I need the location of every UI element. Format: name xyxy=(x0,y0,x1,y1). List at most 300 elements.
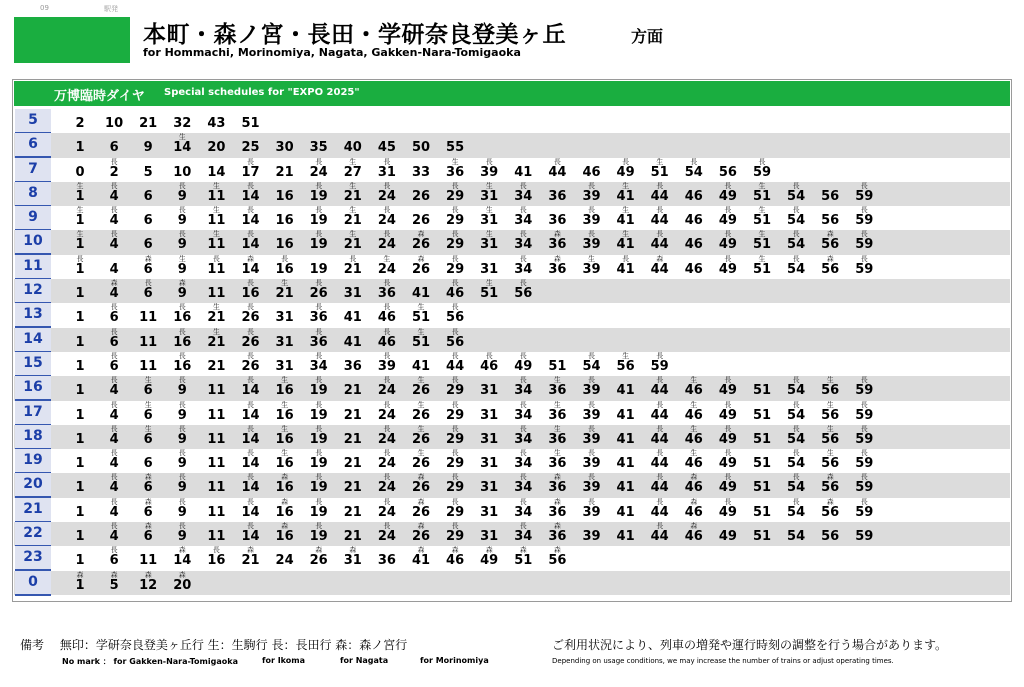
departure-entry xyxy=(814,230,846,254)
departure-entry xyxy=(235,498,267,522)
departure-entry xyxy=(166,449,198,473)
destination-mark: 森 xyxy=(315,546,323,555)
departure-entry xyxy=(269,279,301,303)
departure-minute: 46 xyxy=(684,529,703,545)
departure-minute: 56 xyxy=(821,383,840,399)
destination-mark: 長 xyxy=(860,497,868,506)
departure-entry xyxy=(98,352,130,376)
departure-entry xyxy=(303,352,335,376)
departure-entry xyxy=(235,158,267,182)
departure-entry xyxy=(98,425,130,449)
departure-minute: 16 xyxy=(275,383,294,399)
destination-mark: 長 xyxy=(110,473,118,482)
destination-mark: 長 xyxy=(247,400,254,409)
departure-minute: 21 xyxy=(207,310,226,326)
departure-entry xyxy=(200,230,232,254)
departure-minute: 9 xyxy=(177,261,187,277)
departure-entry xyxy=(200,182,232,206)
departure-minute: 9 xyxy=(177,188,187,204)
departure-minute: 51 xyxy=(752,456,772,472)
departure-entry xyxy=(439,182,471,206)
departure-minute: 6 xyxy=(109,358,119,374)
destination-mark: 生 xyxy=(690,400,698,409)
departure-minute: 26 xyxy=(411,261,431,277)
destination-mark: 森 xyxy=(144,473,152,482)
destination-mark: 森 xyxy=(690,522,698,531)
departure-minute: 51 xyxy=(548,358,567,374)
departure-entry xyxy=(610,376,642,400)
departure-minute: 31 xyxy=(480,504,499,520)
destination-mark: 長 xyxy=(247,351,254,360)
departure-minute: 49 xyxy=(718,188,737,204)
departure-entry xyxy=(269,133,301,157)
destination-mark: 森 xyxy=(281,522,289,531)
departure-minute: 31 xyxy=(480,237,499,253)
destination-mark: 長 xyxy=(519,473,527,482)
departure-minute: 59 xyxy=(855,504,874,520)
departure-minute: 36 xyxy=(548,431,567,447)
departure-minute: 19 xyxy=(309,407,328,423)
departure-entry xyxy=(98,182,130,206)
departure-minute: 1 xyxy=(75,407,85,423)
destination-mark: 長 xyxy=(451,473,459,482)
destination-mark: 森 xyxy=(826,497,834,506)
departure-minute: 11 xyxy=(207,237,226,253)
destination-mark: 長 xyxy=(690,157,698,166)
departure-minute: 6 xyxy=(143,407,153,423)
destination-mark: 生 xyxy=(826,449,834,458)
destination-mark: 森 xyxy=(417,473,425,482)
departure-minute: 21 xyxy=(275,164,294,180)
departure-minute: 12 xyxy=(139,577,158,593)
departure-entry xyxy=(64,498,96,522)
destination-mark: 長 xyxy=(110,400,118,409)
departure-entry xyxy=(814,182,846,206)
departure-entry xyxy=(235,522,267,546)
departure-minute: 16 xyxy=(275,213,294,229)
destination-mark: 長 xyxy=(588,376,595,385)
destination-mark: 長 xyxy=(588,497,595,506)
departure-entry xyxy=(576,182,608,206)
departure-entry xyxy=(269,522,301,546)
departure-minute: 21 xyxy=(343,237,362,253)
departure-entry xyxy=(473,498,505,522)
departure-minute: 21 xyxy=(343,529,362,545)
departure-minute: 34 xyxy=(514,431,533,447)
destination-mark: 長 xyxy=(588,206,595,215)
departure-entry xyxy=(507,230,539,254)
departure-entry xyxy=(269,328,301,352)
departure-minute: 4 xyxy=(109,504,119,520)
departure-entry xyxy=(166,255,198,279)
departure-minute: 56 xyxy=(821,529,840,545)
departure-entry xyxy=(337,522,369,546)
departure-entry xyxy=(235,279,267,303)
departure-minute: 24 xyxy=(309,164,328,180)
departure-minute: 19 xyxy=(309,529,328,545)
destination-mark: 森 xyxy=(417,230,425,239)
departure-entry xyxy=(746,230,778,254)
destination-mark: 長 xyxy=(792,376,800,385)
departure-entry xyxy=(712,255,744,279)
departure-minute: 9 xyxy=(177,480,187,496)
departure-entry xyxy=(814,255,846,279)
destination-mark: 森 xyxy=(553,473,561,482)
destination-mark: 森 xyxy=(178,279,186,288)
departure-entry xyxy=(644,230,676,254)
departure-entry xyxy=(644,376,676,400)
departure-minute: 29 xyxy=(446,383,465,399)
departure-minute: 10 xyxy=(105,116,124,131)
hour-label: 12 xyxy=(15,279,51,304)
departure-entry xyxy=(371,303,403,327)
departure-entry xyxy=(166,571,198,595)
departure-minute: 11 xyxy=(207,213,226,229)
departure-minute: 11 xyxy=(139,310,158,326)
departure-entry xyxy=(98,303,130,327)
destination-mark: 長 xyxy=(247,497,254,506)
destination-mark: 長 xyxy=(792,206,800,215)
destination-mark: 長 xyxy=(519,279,527,288)
departure-entry xyxy=(371,182,403,206)
destination-mark: 生 xyxy=(281,279,289,288)
departure-minute: 1 xyxy=(75,286,85,302)
departure-minute: 16 xyxy=(173,334,192,350)
departure-minute: 36 xyxy=(548,504,567,520)
destination-mark: 長 xyxy=(792,473,800,482)
departure-minute: 26 xyxy=(411,529,431,545)
departure-minute: 46 xyxy=(377,334,396,350)
departure-minute: 1 xyxy=(75,577,85,593)
departure-minute: 41 xyxy=(616,529,635,545)
departure-minute: 39 xyxy=(582,213,601,229)
departure-entry xyxy=(644,255,676,279)
departure-entry xyxy=(200,425,232,449)
destination-mark: 長 xyxy=(247,327,254,336)
departure-minute: 54 xyxy=(787,383,806,399)
hour-row xyxy=(14,158,1010,182)
departure-entry xyxy=(439,230,471,254)
direction-label: 方面 xyxy=(631,27,664,46)
departure-minute: 36 xyxy=(548,480,567,496)
departure-entry xyxy=(98,473,130,497)
departure-entry xyxy=(200,473,232,497)
departure-minute: 46 xyxy=(446,286,465,302)
departure-entry xyxy=(541,158,573,182)
departure-minute: 6 xyxy=(109,553,119,569)
departure-minute: 4 xyxy=(109,431,119,447)
departure-minute: 41 xyxy=(411,358,431,374)
departure-entry xyxy=(269,401,301,425)
departure-entry xyxy=(576,522,608,546)
departure-minute: 19 xyxy=(309,504,328,520)
departure-minute: 35 xyxy=(309,140,328,156)
departure-minute: 1 xyxy=(75,504,85,520)
departure-entry xyxy=(132,401,164,425)
departure-minute: 36 xyxy=(548,261,567,277)
departure-minute: 56 xyxy=(821,480,840,496)
departure-minute: 41 xyxy=(514,164,533,180)
departure-entry xyxy=(746,449,778,473)
departure-minute: 24 xyxy=(377,529,396,545)
destination-mark: 長 xyxy=(451,351,459,360)
destination-mark: 長 xyxy=(110,303,118,312)
departure-entry xyxy=(337,133,369,157)
departure-entry xyxy=(678,401,710,425)
departure-entry xyxy=(337,473,369,497)
departure-minute: 39 xyxy=(582,529,601,545)
legend-en-nagata: for Nagata xyxy=(340,656,389,665)
departure-entry xyxy=(269,182,301,206)
destination-mark: 長 xyxy=(792,254,800,263)
departure-entry xyxy=(269,498,301,522)
departure-entry xyxy=(746,182,778,206)
departure-entry xyxy=(235,230,267,254)
destination-mark: 長 xyxy=(860,424,868,433)
departure-minute: 9 xyxy=(143,140,153,156)
departure-entry xyxy=(541,206,573,230)
departure-minute: 31 xyxy=(480,261,499,277)
departure-entry xyxy=(337,230,369,254)
departure-minute: 54 xyxy=(787,213,806,229)
departure-entry xyxy=(64,279,96,303)
departure-minute: 55 xyxy=(446,140,465,156)
destination-mark: 森 xyxy=(451,546,459,555)
destination-mark: 長 xyxy=(792,181,800,190)
departure-entry xyxy=(644,449,676,473)
destination-mark: 長 xyxy=(110,497,118,506)
departure-entry xyxy=(166,473,198,497)
departure-entry xyxy=(848,498,880,522)
departure-entry xyxy=(848,473,880,497)
departure-minute: 11 xyxy=(207,504,226,520)
departure-entry xyxy=(610,498,642,522)
destination-mark: 生 xyxy=(383,254,391,263)
departure-minute: 34 xyxy=(514,456,533,472)
departure-minute: 41 xyxy=(343,334,362,350)
destination-mark: 長 xyxy=(383,279,391,288)
destination-mark: 長 xyxy=(383,230,391,239)
destination-mark: 長 xyxy=(860,400,868,409)
destination-mark: 長 xyxy=(383,351,391,360)
destination-mark: 森 xyxy=(110,279,118,288)
destination-mark: 長 xyxy=(247,279,254,288)
destination-mark: 長 xyxy=(656,497,664,506)
departure-entry xyxy=(132,182,164,206)
departure-entry xyxy=(371,473,403,497)
departure-entry xyxy=(269,473,301,497)
destination-mark: 長 xyxy=(451,400,459,409)
departure-minute: 29 xyxy=(446,456,465,472)
departure-entry xyxy=(303,182,335,206)
departure-minute: 46 xyxy=(684,213,703,229)
hour-label: 18 xyxy=(15,425,51,450)
departure-minute: 31 xyxy=(275,310,294,326)
destination-mark: 森 xyxy=(826,254,834,263)
departure-entry xyxy=(780,473,812,497)
departure-minute: 56 xyxy=(548,553,567,569)
departure-entry xyxy=(473,230,505,254)
departure-entry xyxy=(371,255,403,279)
departure-entry xyxy=(269,303,301,327)
departure-entry xyxy=(64,401,96,425)
departure-minute: 24 xyxy=(275,553,294,569)
destination-mark: 森 xyxy=(247,254,254,263)
departure-minute: 36 xyxy=(548,213,567,229)
departure-entry xyxy=(678,182,710,206)
departure-entry xyxy=(678,522,710,546)
departure-minute: 14 xyxy=(207,164,226,180)
destination-mark: 長 xyxy=(315,424,323,433)
departure-minute: 21 xyxy=(241,553,260,569)
departure-minute: 36 xyxy=(548,529,567,545)
departure-entry xyxy=(678,230,710,254)
departure-minute: 51 xyxy=(752,261,772,277)
departure-minute: 44 xyxy=(650,480,669,496)
departure-minute: 54 xyxy=(787,407,806,423)
hour-row xyxy=(14,522,1010,546)
departure-entry xyxy=(371,522,403,546)
departure-minute: 14 xyxy=(241,480,260,496)
departure-entry xyxy=(644,425,676,449)
destination-mark: 森 xyxy=(485,546,493,555)
departure-entry xyxy=(473,376,505,400)
departure-minute: 49 xyxy=(514,358,533,374)
destination-mark: 生 xyxy=(758,206,766,215)
departure-minute: 21 xyxy=(343,431,362,447)
hour-row xyxy=(14,230,1010,254)
departure-entry xyxy=(132,279,164,303)
departure-entry xyxy=(746,206,778,230)
departure-minute: 6 xyxy=(143,237,153,253)
page-subtitle: for Hommachi, Morinomiya, Nagata, Gakken-Nara-Tomigaoka xyxy=(143,46,521,59)
destination-mark: 森 xyxy=(690,497,698,506)
hour-label: 14 xyxy=(15,328,51,353)
departure-minute: 4 xyxy=(109,261,119,277)
hour-row xyxy=(14,133,1010,157)
departure-minute: 49 xyxy=(718,261,737,277)
hour-row xyxy=(14,425,1010,449)
departure-entry xyxy=(64,255,96,279)
destination-mark: 生 xyxy=(76,181,84,190)
departure-entry xyxy=(405,401,437,425)
departure-entry xyxy=(473,473,505,497)
destination-mark: 生 xyxy=(758,230,766,239)
departure-minute: 56 xyxy=(718,164,737,180)
destination-mark: 長 xyxy=(281,254,289,263)
departure-minute: 9 xyxy=(177,286,187,302)
destination-mark: 森 xyxy=(178,570,186,579)
departure-entry xyxy=(166,230,198,254)
destination-mark: 長 xyxy=(315,279,323,288)
departure-entry xyxy=(337,279,369,303)
destination-mark: 長 xyxy=(451,327,459,336)
destination-mark: 長 xyxy=(451,449,459,458)
destination-mark: 長 xyxy=(383,522,391,531)
departure-minute: 26 xyxy=(309,553,328,569)
departure-entry xyxy=(746,376,778,400)
destination-mark: 長 xyxy=(451,376,459,385)
timetable xyxy=(12,79,1012,602)
departure-minute: 6 xyxy=(143,504,153,520)
destination-mark: 長 xyxy=(656,522,664,531)
departure-entry xyxy=(610,182,642,206)
departure-entry xyxy=(303,279,335,303)
destination-mark: 長 xyxy=(724,424,732,433)
departure-entry xyxy=(200,522,232,546)
departure-minute: 44 xyxy=(650,261,669,277)
departure-entry xyxy=(576,401,608,425)
departure-minute: 46 xyxy=(684,431,703,447)
departure-entry xyxy=(473,255,505,279)
departure-minute: 44 xyxy=(650,188,669,204)
departure-minute: 4 xyxy=(109,456,119,472)
departure-entry xyxy=(678,425,710,449)
departure-minute: 36 xyxy=(548,188,567,204)
departure-entry xyxy=(269,158,301,182)
departure-minute: 1 xyxy=(75,553,85,569)
departure-entry xyxy=(712,498,744,522)
hour-row xyxy=(14,279,1010,303)
hour-label: 22 xyxy=(15,522,51,547)
departure-minute: 19 xyxy=(309,456,328,472)
departure-entry xyxy=(712,230,744,254)
departure-entry xyxy=(132,328,164,352)
departure-entry xyxy=(507,425,539,449)
departure-entry xyxy=(848,182,880,206)
destination-mark: 長 xyxy=(315,351,323,360)
departure-minute: 11 xyxy=(139,553,158,569)
departure-minute: 56 xyxy=(821,431,840,447)
departure-minute: 41 xyxy=(616,261,635,277)
departure-entry xyxy=(64,182,96,206)
departure-entry xyxy=(166,303,198,327)
departure-minute: 1 xyxy=(75,310,85,326)
departure-entry xyxy=(371,352,403,376)
hour-label: 11 xyxy=(15,255,51,280)
departure-minute: 36 xyxy=(548,383,567,399)
departure-entry xyxy=(712,158,744,182)
departure-minute: 56 xyxy=(821,188,840,204)
departure-minute: 14 xyxy=(241,431,260,447)
departure-entry xyxy=(98,230,130,254)
legend-en-nomark: No mark ： for Gakken-Nara-Tomigaoka xyxy=(62,657,238,666)
departure-entry xyxy=(64,546,96,570)
departure-entry xyxy=(405,303,437,327)
departure-entry xyxy=(405,449,437,473)
departure-entry xyxy=(166,158,198,182)
destination-mark: 長 xyxy=(860,473,868,482)
departure-entry xyxy=(712,206,744,230)
destination-mark: 長 xyxy=(383,303,391,312)
departure-entry xyxy=(132,546,164,570)
destination-mark: 生 xyxy=(212,327,220,336)
destination-mark: 生 xyxy=(417,449,425,458)
hour-label: 9 xyxy=(15,206,51,231)
departure-minute: 16 xyxy=(275,456,294,472)
destination-mark: 長 xyxy=(656,351,664,360)
departure-minute: 31 xyxy=(480,407,499,423)
departure-minute: 29 xyxy=(446,213,465,229)
departure-entry xyxy=(303,449,335,473)
departure-minute: 24 xyxy=(377,431,396,447)
departure-entry xyxy=(132,498,164,522)
destination-mark: 生 xyxy=(178,133,186,142)
departure-entry xyxy=(200,449,232,473)
departure-minute: 36 xyxy=(309,334,328,350)
departure-minute: 24 xyxy=(377,261,396,277)
departure-minute: 29 xyxy=(446,188,465,204)
